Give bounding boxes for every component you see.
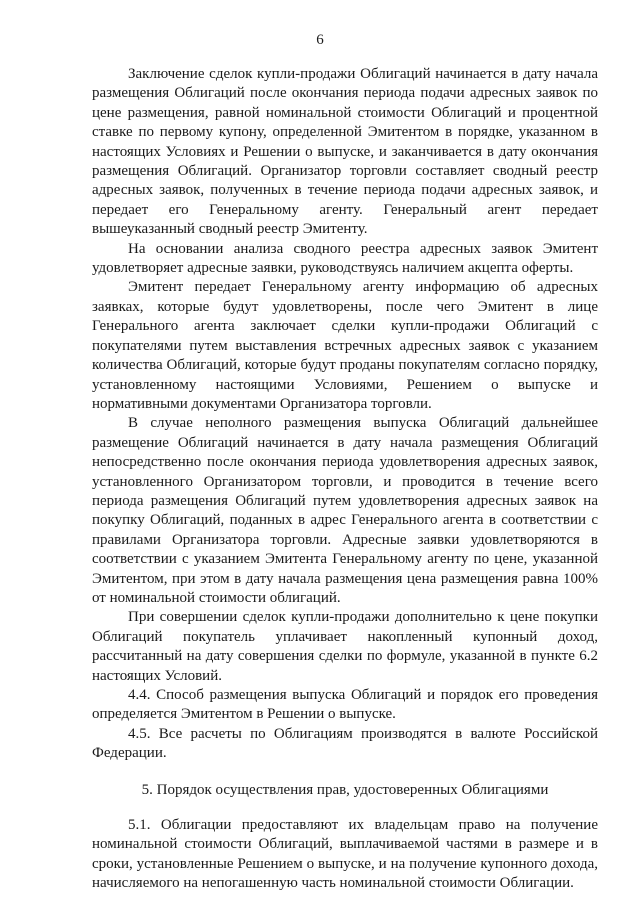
paragraph-accrued-coupon: При совершении сделок купли-продажи дополнительно к цене покупки Облигаций покупатель уплачивает накопленный купонный доход, рассчитанный на дату совершения сделки по формуле, указанной в пункте 6.2 настоящих Условий.: [92, 609, 598, 684]
paragraph-clause-4-4: 4.4. Способ размещения выпуска Облигаций и порядок его проведения определяется Эмитентом в Решении о выпуске.: [92, 687, 598, 723]
paragraph-register-analysis: На основании анализа сводного реестра адресных заявок Эмитент удовлетворяет адресные заявки, руководствуясь наличием акцепта оферты.: [92, 240, 598, 277]
paragraph-conclusion-of-deals: Заключение сделок купли-продажи Облигаций начинается в дату начала размещения Облигаций после окончания периода подачи адресных заявок по цене размещения, равной номинальной стоимости Облигаций и процентной ставке по первому купону, определенной Эмитентом в порядке, указанном в настоящих Условиях и Решении о выпуске, и заканчивается в дату окончания размещения Облигаций. Организатор торговли составляет сводный реестр адресных заявок, полученных в течение периода подачи адресных заявок, и передает его Генеральному агенту. Генеральный агент передает вышеуказанный сводный реестр Эмитенту.: [92, 66, 598, 238]
paragraph-clause-4-5: 4.5. Все расчеты по Облигациям производятся в валюте Российской Федерации.: [92, 725, 598, 762]
paragraph-incomplete-placement: В случае неполного размещения выпуска Облигаций дальнейшее размещение Облигаций начинается в дату начала размещения Облигаций непосредственно после окончания периода удовлетворения адресных заявок, установленного Организатором торговли, и проводится в течение всего периода размещения Облигаций путем удовлетворения адресных заявок на покупку Облигаций, поданных в адрес Генерального агента в соответствии с правилами Организатора торговли. Адресные заявки удовлетворяются в соответствии с указанием Эмитента Генеральному агенту по цене, указанной Эмитентом, при этом в дату начала размещения цена размещения равна 100% от номинальной стоимости облигаций.: [92, 415, 598, 606]
page-number: 6: [316, 32, 324, 48]
paragraph-clause-5-1: 5.1. Облигации предоставляют их владельцам право на получение номинальной стоимости Облигаций, выплачиваемой частями в размере и в сроки, установленные Решением о выпуске, и на получение купонного дохода, начисляемого на непогашенную часть номинальной стоимости Облигации.: [92, 817, 598, 892]
section-heading: 5. Порядок осуществления прав, удостоверенных Облигациями: [141, 781, 549, 798]
document-body: [92, 65, 598, 894]
paragraph-agent-information: Эмитент передает Генеральному агенту информацию об адресных заявках, которые будут удовлетворены, после чего Эмитент в лице Генерального агента заключает сделки купли-продажи Облигаций с покупателями путем выставления встречных адресных заявок с указанием количества Облигаций, которые будут проданы покупателям согласно порядку, установленному настоящими Условиями, Решением о выпуске и нормативными документами Организатора торговли.: [92, 279, 598, 412]
